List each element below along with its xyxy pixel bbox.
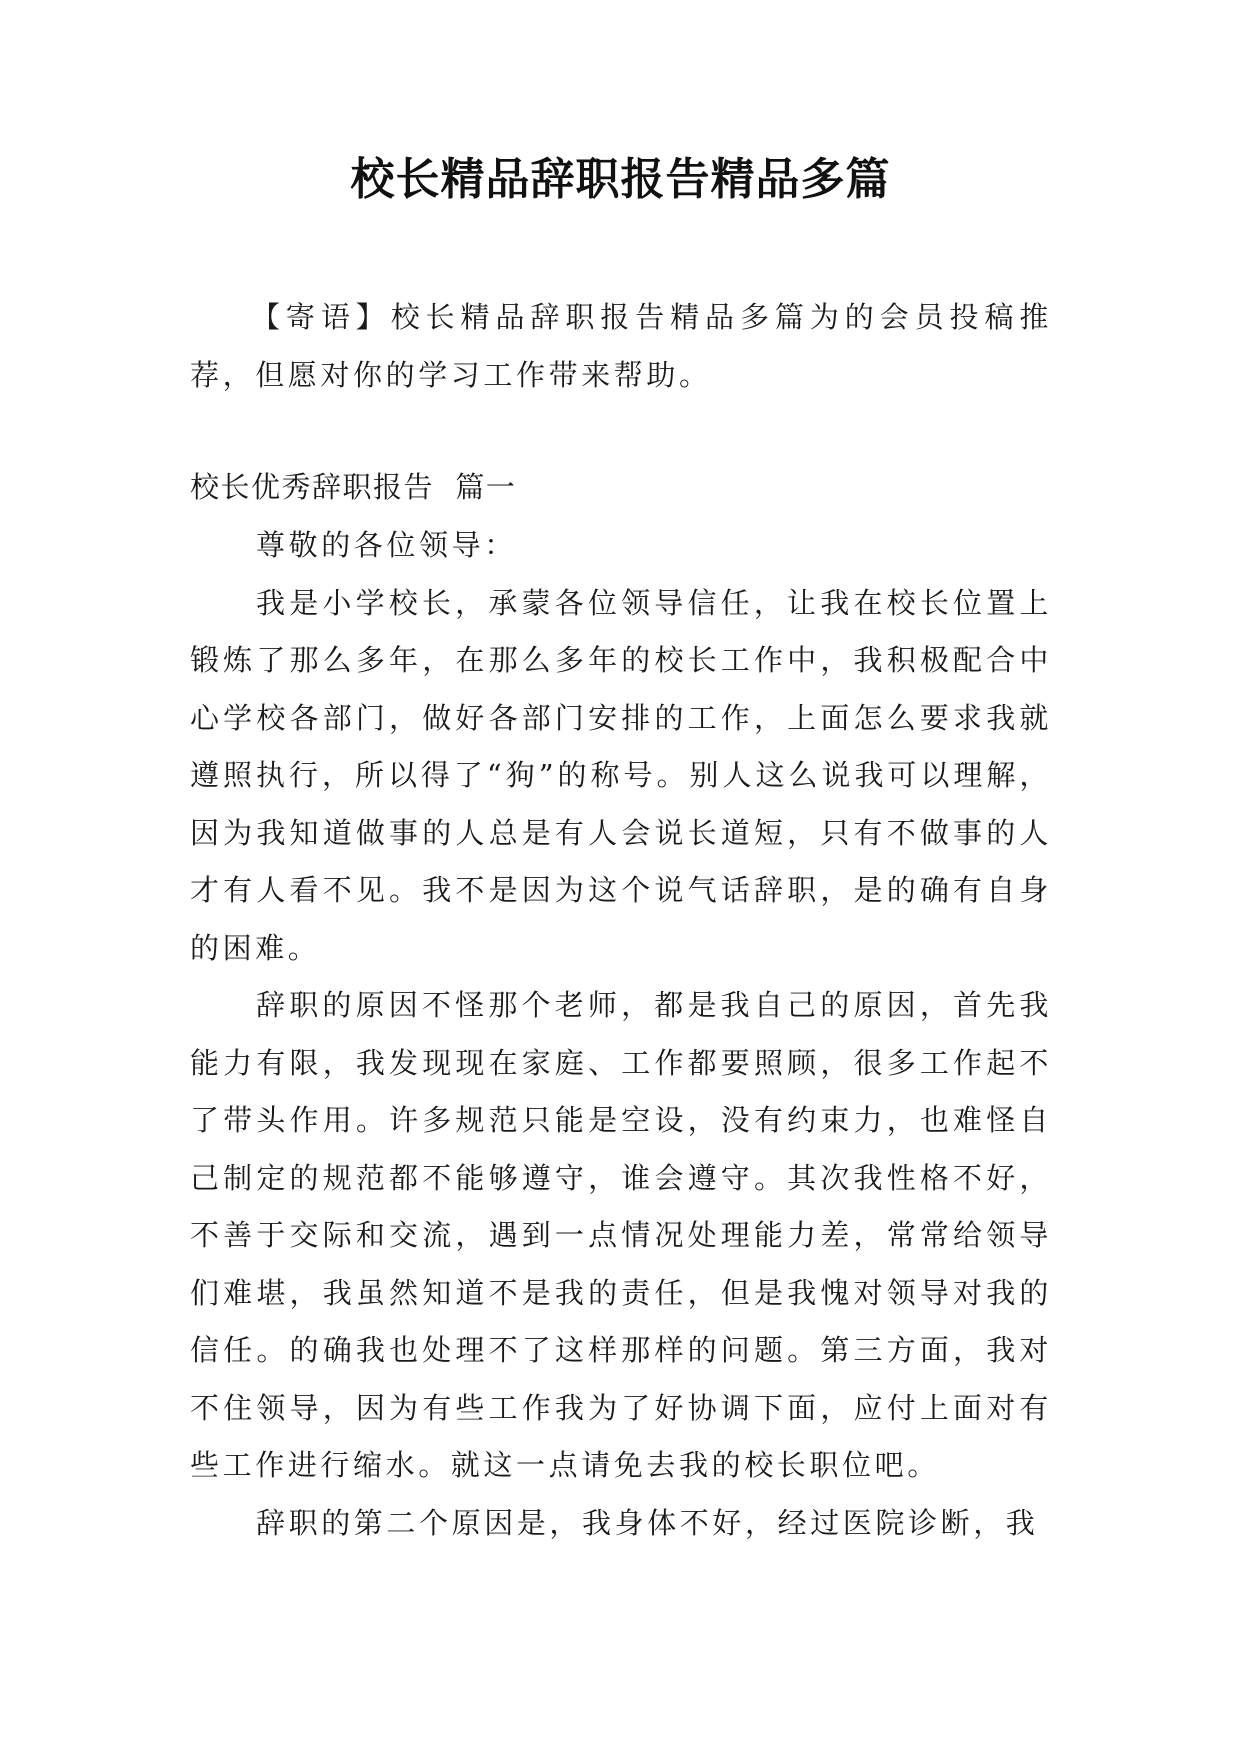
salutation: 尊敬的各位领导： (256, 528, 517, 562)
body-paragraph: 辞职的第二个原因是，我身体不好，经过医院诊断，我 (256, 1505, 1039, 1540)
body-paragraph: 我是小学校长，承蒙各位领导信任，让我在校长位置上锻炼了那么多年，在那么多年的校长工作中，我积极配合中心学校各部门，做好各部门安排的工作，上面怎么要求我就遵照执行，所以得了“狗”的称号。别人这么说我可以理解，因为我知道做事的人总是有人会说长道短，只有不做事的人才有人看不见。我不是因为这个说气话辞职，是的确有自身的困难。 (190, 585, 1052, 965)
document-title: 校长精品辞职报告精品多篇 (350, 154, 891, 205)
section-heading: 校长优秀辞职报告 篇一 (190, 470, 517, 504)
body-paragraph: 辞职的原因不怪那个老师，都是我自己的原因，首先我能力有限，我发现现在家庭、工作都要照顾，很多工作起不了带头作用。许多规范只能是空设，没有约束力，也难怪自己制定的规范都不能够遵守，谁会遵守。其次我性格不好，不善于交际和交流，遇到一点情况处理能力差，常常给领导们难堪，我虽然知道不是我的责任，但是我愧对领导对我的信任。的确我也处理不了这样那样的问题。第三方面，我对不住领导，因为有些工作我为了好协调下面，应付上面对有些工作进行缩水。就这一点请免去我的校长职位吧。 (190, 988, 1052, 1482)
intro-paragraph: 【寄语】校长精品辞职报告精品多篇为的会员投稿推荐，但愿对你的学习工作带来帮助。 (190, 300, 1052, 392)
letter-body (190, 517, 1052, 1552)
